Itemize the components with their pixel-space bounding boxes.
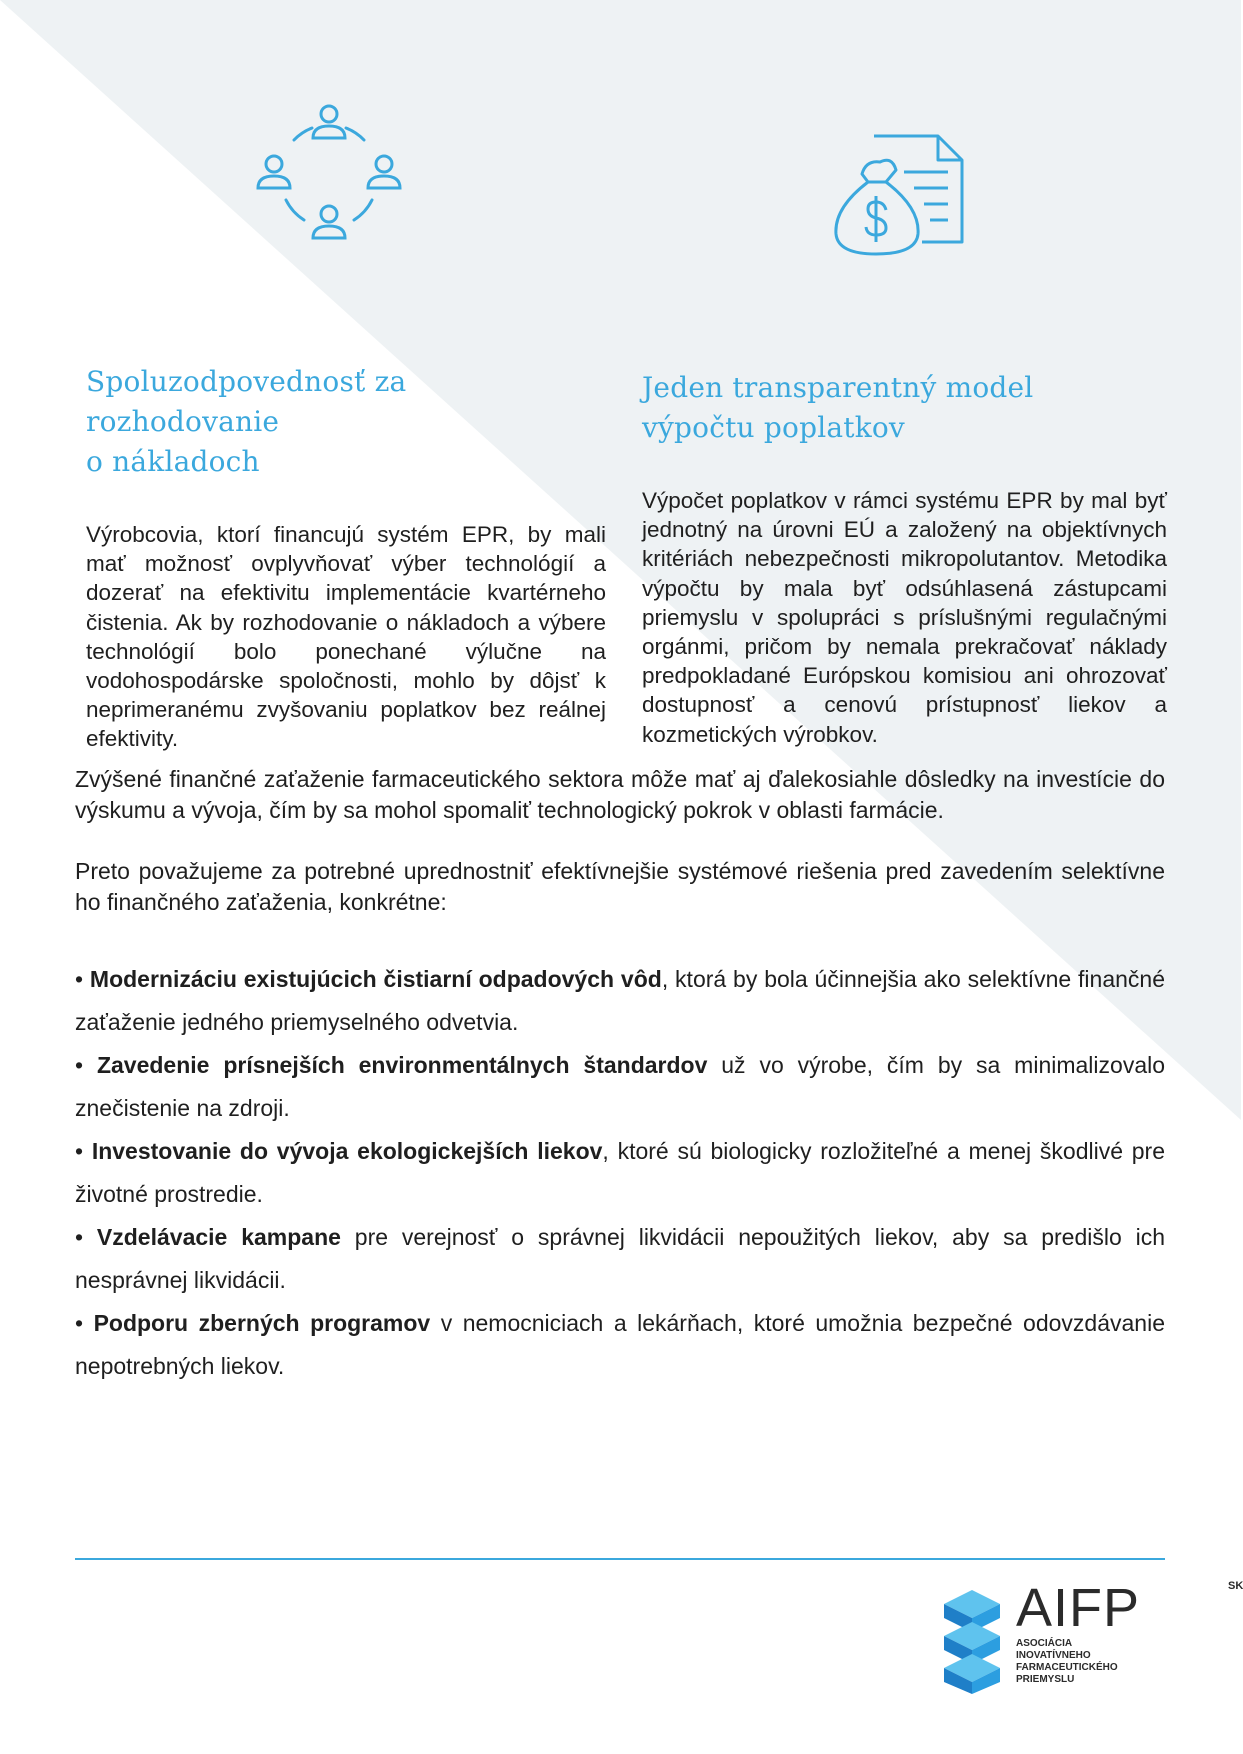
- bullet-bold: Vzdelávacie kampane: [96, 1224, 341, 1250]
- bullet-marker: •: [75, 966, 84, 992]
- right-heading-line2: výpočtu poplatkov: [642, 411, 905, 444]
- bullet-marker: •: [75, 1138, 84, 1164]
- left-heading: [86, 362, 606, 482]
- logo-subtitle: [1016, 1638, 1166, 1686]
- logo-subtitle-line: ASOCIÁCIA: [1016, 1638, 1073, 1649]
- bullet-marker: •: [75, 1224, 84, 1250]
- main-paragraph-1: Zvýšené finančné zaťaženie farmaceutického sektora môže mať aj ďalekosiahle dôsledky na investície do výskumu a vývoja, čím by sa mohol spomaliť technologický pokrok v oblasti farmácie.: [75, 766, 1165, 823]
- right-icon-area: [642, 100, 1167, 260]
- right-heading: [642, 368, 1167, 448]
- bullet-marker: •: [75, 1052, 84, 1078]
- bullet-text: , ktorá by bola účinnejšia ako selektívne finančné zaťaženie jedného priemyselného odvetvia.: [75, 966, 1165, 1035]
- bullet-marker: •: [75, 1310, 84, 1336]
- bullet-list: [75, 958, 1165, 1388]
- logo-name: AIFP: [1016, 1578, 1141, 1638]
- bullet-bold: Zavedenie prísnejších environmentálnych štandardov: [96, 1052, 708, 1078]
- left-heading-line1: Spoluzodpovednosť za rozhodovanie: [86, 365, 407, 438]
- aifp-logo-text: [1016, 1578, 1243, 1686]
- aifp-logo-mark-icon: [938, 1586, 1008, 1696]
- main-text: [75, 764, 1165, 918]
- left-icon-area: [86, 100, 606, 260]
- right-column: [642, 100, 1167, 749]
- logo-subtitle-line: PRIEMYSLU: [1016, 1674, 1075, 1685]
- bullet-item: [75, 1216, 1165, 1302]
- left-column: [86, 100, 606, 754]
- left-paragraph: Výrobcovia, ktorí financujú systém EPR, by mali mať možnosť ovplyvňovať výber technológií a dozerať na efektivitu implementácie kvartérneho čistenia. Ak by rozhodovanie o nákladoch a výbere technológií bolo ponechané výlučne na vodohospodárske spoločnosti, mohlo by dôjsť k neprimeranému zvyšovaniu poplatkov bez reálnej efektivity.: [86, 522, 606, 752]
- bullet-bold: Investovanie do vývoja ekologickejších liekov: [91, 1138, 603, 1164]
- footer-divider: [75, 1558, 1165, 1560]
- left-heading-line2: o nákladoch: [86, 445, 260, 478]
- bullet-bold: Modernizáciu existujúcich čistiarní odpadových vôd: [89, 966, 662, 992]
- bullet-item: [75, 1044, 1165, 1130]
- bullet-item: [75, 1302, 1165, 1388]
- bullet-text: už vo výrobe, čím by sa minimalizovalo znečistenie na zdroji.: [75, 1052, 1166, 1121]
- logo-country: SK: [1228, 1580, 1243, 1592]
- bullet-bold: Podporu zberných programov: [93, 1310, 431, 1336]
- money-bag-document-icon: [830, 130, 970, 260]
- aifp-logo: [938, 1578, 1243, 1700]
- bullet-item: [75, 958, 1165, 1044]
- bullet-text: pre verejnosť o správnej likvidácii nepoužitých liekov, aby sa predišlo ich nesprávnej likvidácii.: [75, 1224, 1166, 1293]
- main-paragraph-2: Preto považujeme za potrebné uprednostniť efektívnejšie systémové riešenia pred zavedením selektívne ho finančného zaťaženia, konkrétne:: [75, 858, 1165, 915]
- bullet-item: [75, 1130, 1165, 1216]
- right-paragraph: Výpočet poplatkov v rámci systému EPR by mal byť jednotný na úrovni EÚ a založený na objektívnych kritériách nebezpečnosti mikropolutantov. Metodika výpočtu by mala byť odsúhlasená zástupcami priemyslu v spolupráci s príslušnými regulačnými orgánmi, pričom by nemala prekračovať náklady predpokladané Európskou komisiou ani ohrozovať dostupnosť a cenovú prístupnosť liekov a kozmetických výrobkov.: [642, 488, 1167, 747]
- people-network-icon: [254, 102, 404, 252]
- logo-subtitle-line: FARMACEUTICKÉHO: [1016, 1662, 1118, 1673]
- bullet-text: v nemocniciach a lekárňach, ktoré umožnia bezpečné odovzdávanie nepotrebných liekov.: [75, 1310, 1165, 1379]
- right-heading-line1: Jeden transparentný model: [642, 371, 1034, 404]
- bullet-text: , ktoré sú biologicky rozložiteľné a menej škodlivé pre životné prostredie.: [75, 1138, 1166, 1207]
- logo-subtitle-line: INOVATÍVNEHO: [1016, 1650, 1091, 1661]
